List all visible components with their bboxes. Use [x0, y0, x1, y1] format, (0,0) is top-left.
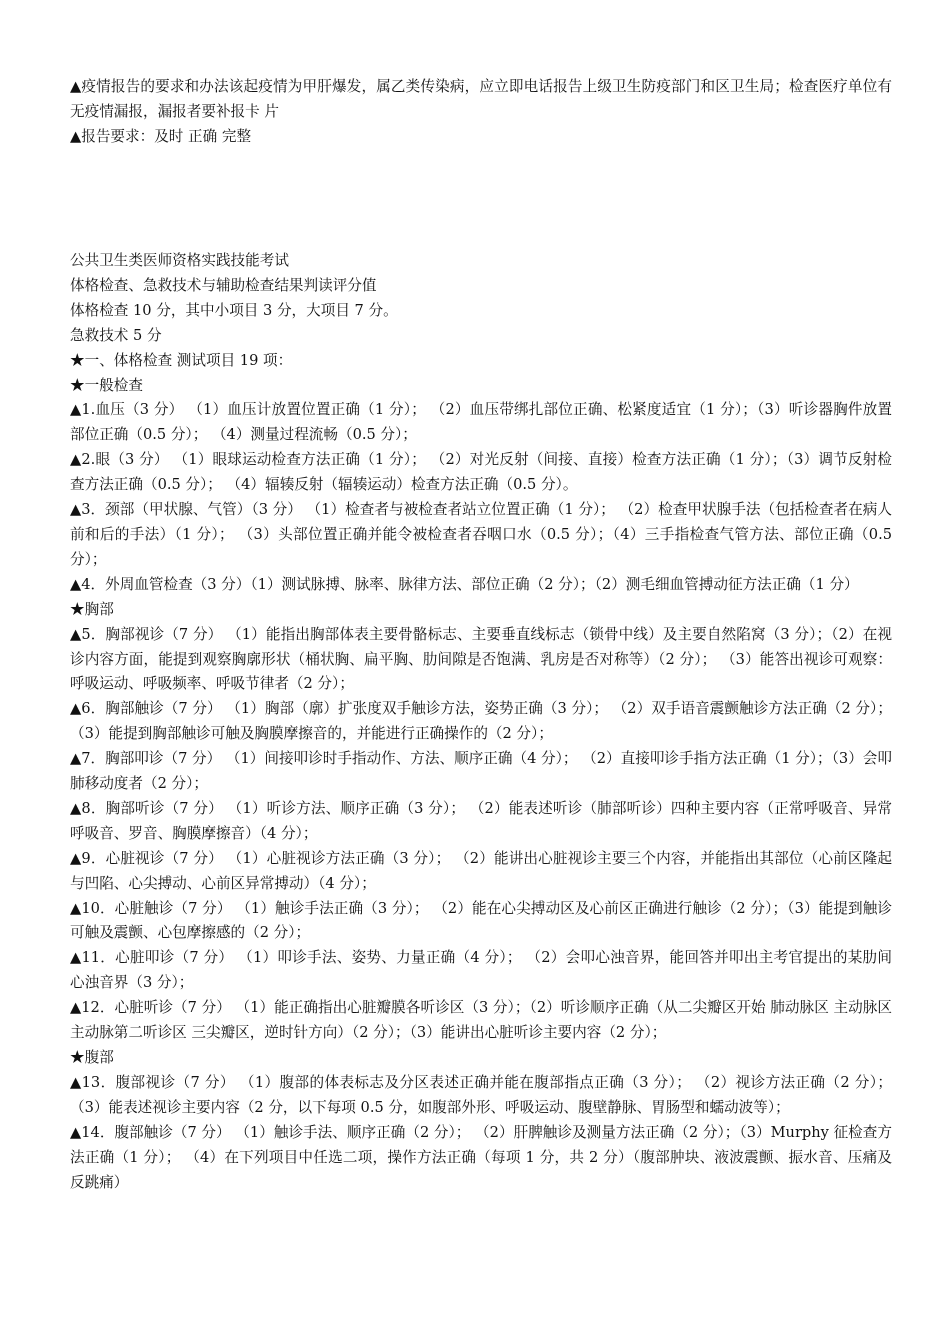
item-eye: ▲2.眼（3 分） （1）眼球运动检查方法正确（1 分）； （2）对光反射（间接、直接）检查方法正确（1 分）；（3）调节反射检查方法正确（0.5 分）； （4）辐辏反射（辐辏运动）检查方法正确（0.5 分）。: [70, 451, 892, 494]
section-heading-abdomen: ★腹部: [70, 1049, 114, 1066]
exam-subtitle: 体格检查、急救技术与辅助检查结果判读评分值: [70, 276, 377, 294]
section-heading-general-exam: ★一般检查: [70, 376, 143, 394]
item-chest-percussion: ▲7．胸部叩诊（7 分） （1）间接叩诊时手指动作、方法、顺序正确（4 分）； （2）直接叩诊手指方法正确（1 分）；（3）会叩肺移动度者（2 分）；: [70, 750, 892, 793]
item-heart-percussion: ▲11．心脏叩诊（7 分） （1）叩诊手法、姿势、力量正确（4 分）； （2）会叩心浊音界，能回答并叩出主考官提出的某肋间心浊音界（3 分）；: [70, 949, 892, 992]
report-requirements-line: ▲报告要求：及时 正确 完整: [70, 127, 252, 145]
item-chest-palpation: ▲6．胸部触诊（7 分） （1）胸部（廓）扩张度双手触诊方法，姿势正确（3 分）； （2）双手语音震颤触诊方法正确（2 分）； （3）能提到胸部触诊可触及胸膜摩擦音的，并能进行正确操作的（2 分）；: [70, 700, 892, 743]
outbreak-report-section: [70, 75, 892, 150]
item-heart-auscultation: ▲12．心脏听诊（7 分） （1）能正确指出心脏瓣膜各听诊区（3 分）；（2）听诊顺序正确（从二尖瓣区开始 肺动脉区 主动脉区 主动脉第二听诊区 三尖瓣区，逆时针方向）（2 分）；（3）能讲出心脏听诊主要内容（2 分）；: [70, 999, 892, 1042]
exam-scoring-section: [70, 249, 892, 1195]
section-heading-chest: ★胸部: [70, 600, 114, 618]
item-neck: ▲3．颈部（甲状腺、气管）（3 分） （1）检查者与被检查者站立位置正确（1 分）； （2）检查甲状腺手法（包括检查者在病人前和后的手法）（1 分）； （3）头部位置正确并能令被检查者吞咽口水（0.5 分）；（4）三手指检查气管方法、部位正确（0.5 分）；: [70, 501, 892, 568]
first-aid-score-line: 急救技术 5 分: [70, 326, 162, 344]
section-heading-physical-exam: ★一、体格检查 测试项目 19 项：: [70, 351, 293, 369]
physical-exam-score-line: 体格检查 10 分，其中小项目 3 分，大项目 7 分。: [70, 301, 398, 319]
item-abdomen-palpation: ▲14．腹部触诊（7 分） （1）触诊手法、顺序正确（2 分）； （2）肝脾触诊及测量方法正确（2 分）；（3）Murphy 征检查方法正确（1 分）； （4）在下列项目中任选二项，操作方法正确（每项 1 分，共 2 分）（腹部肿块、液波震颤、振水音、压痛及反跳痛）: [70, 1123, 892, 1191]
report-method-paragraph: ▲疫情报告的要求和办法该起疫情为甲肝爆发，属乙类传染病，应立即电话报告上级卫生防疫部门和区卫生局；检查医疗单位有无疫情漏报，漏报者要补报卡 片: [70, 78, 892, 120]
item-heart-palpation: ▲10．心脏触诊（7 分） （1）触诊手法正确（3 分）； （2）能在心尖搏动区及心前区正确进行触诊（2 分）；（3）能提到触诊可触及震颤、心包摩擦感的（2 分）；: [70, 899, 892, 942]
item-chest-auscultation: ▲8．胸部听诊（7 分） （1）听诊方法、顺序正确（3 分）； （2）能表述听诊（肺部听诊）四种主要内容（正常呼吸音、异常呼吸音、罗音、胸膜摩擦音）（4 分）；: [70, 799, 892, 842]
item-abdomen-inspection: ▲13．腹部视诊（7 分） （1）腹部的体表标志及分区表述正确并能在腹部指点正确（3 分）； （2）视诊方法正确（2 分）； （3）能表述视诊主要内容（2 分，以下每项 0.5 分，如腹部外形、呼吸运动、腹壁静脉、胃肠型和蠕动波等）；: [70, 1073, 892, 1116]
exam-title: 公共卫生类医师资格实践技能考试: [70, 252, 289, 269]
item-peripheral-vessels: ▲4．外周血管检查（3 分）（1）测试脉搏、脉率、脉律方法、部位正确（2 分）；（2）测毛细血管搏动征方法正确（1 分）: [70, 575, 859, 593]
item-chest-inspection: ▲5．胸部视诊（7 分） （1）能指出胸部体表主要骨骼标志、主要垂直线标志（锁骨中线）及主要自然陷窝（3 分）；（2）在视诊内容方面，能提到观察胸廓形状（桶状胸、扁平胸、肋间隙是否饱满、乳房是否对称等）（2 分）； （3）能答出视诊可观察：呼吸运动、呼吸频率、呼吸节律者（2 分）；: [70, 625, 892, 693]
item-blood-pressure: ▲1.血压（3 分） （1）血压计放置位置正确（1 分）； （2）血压带绑扎部位正确、松紧度适宜（1 分）；（3）听诊器胸件放置部位正确（0.5 分）； （4）测量过程流畅（0.5 分）；: [70, 401, 892, 444]
item-heart-inspection: ▲9．心脏视诊（7 分） （1）心脏视诊方法正确（3 分）； （2）能讲出心脏视诊主要三个内容，并能指出其部位（心前区隆起与凹陷、心尖搏动、心前区异常搏动）（4 分）；: [70, 849, 892, 892]
